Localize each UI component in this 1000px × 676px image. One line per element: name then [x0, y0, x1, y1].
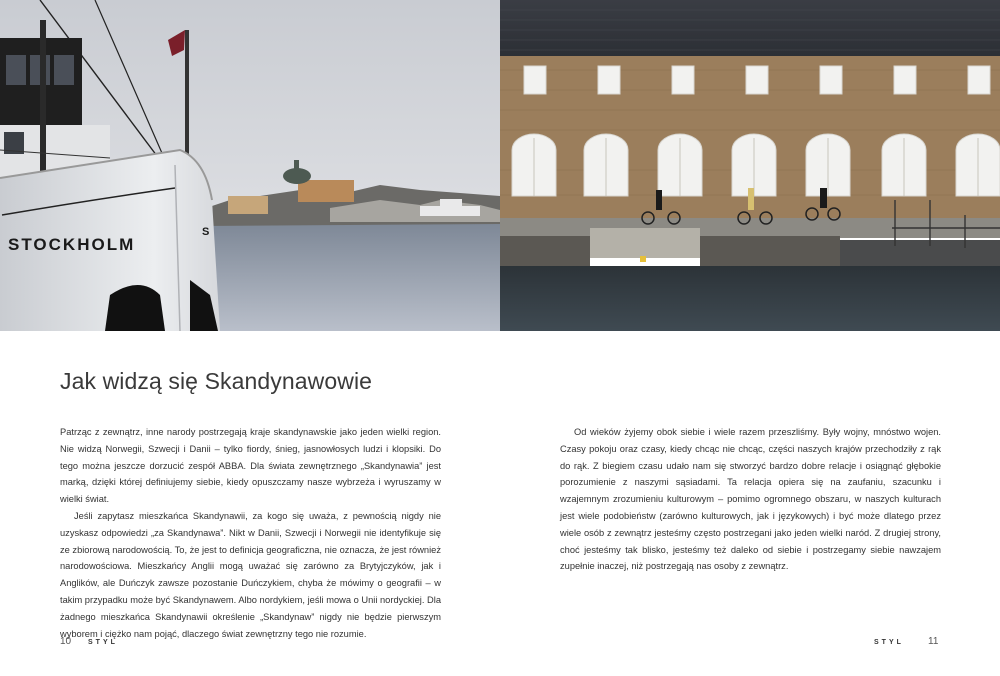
- ship-harbour-illustration: [0, 0, 500, 331]
- right-text-column: [560, 424, 941, 575]
- right-paragraph-1: Od wieków żyjemy obok siebie i wiele razem przeszliśmy. Były wojny, mnóstwo wojen. Czasy pokoju oraz czasy, kiedy chcąc nie chcąc, części naszych krajów przechodziły z rąk do rąk. Z biegiem czasu udało nam się stworzyć bardzo dobre relacje i osiągnąć głębokie porozumienie z naszymi sąsiadami. Ta relacja opiera się na zaufaniu, szacunku i wzajemnym zrozumieniu kulturowym – pomimo ogromnego obszaru, w naszych kulturach jest wiele podobieństw (zarówno kulturowych, jak i językowych) i być może dlatego przez wiele osób z zewnątrz jesteśmy często postrzegani jako jeden wielki naród. Z drugiej strony, choć jesteśmy tak blisko, jesteśmy też daleko od siebie i postrzegamy siebie nawzajem zupełnie inaczej, niż postrzegają nas osoby z zewnątrz.: [560, 427, 941, 572]
- right-page-number: 11: [928, 636, 939, 647]
- photo-brick-building-canal: [500, 0, 1000, 331]
- right-running-footer: STYL: [874, 639, 904, 646]
- building-canal-illustration: [500, 0, 1000, 331]
- left-text-column: [60, 424, 441, 642]
- left-paragraph-1: Patrząc z zewnątrz, inne narody postrzegają kraje skandynawskie jako jeden wielki region. Nie widzą Norwegii, Szwecji i Danii – tylko fiordy, śnieg, jasnowłosych ludzi i klopsiki. Do tego można jeszcze dorzucić zespół ABBA. Dla świata zewnętrznego „Skandynawia” jest marką, dzięki której definiujemy siebie, kiedy opuszczamy nasze wybrzeża i wyruszamy w wielki świat.: [60, 427, 441, 505]
- article-heading: Jak widzą się Skandynawowie: [60, 368, 373, 394]
- left-running-footer: STYL: [88, 639, 118, 646]
- ship-name-text: STOCKHOLM: [8, 235, 136, 254]
- ship-partial-letter: S: [202, 226, 210, 238]
- left-page-number: 10: [60, 636, 72, 647]
- photo-stockholm-ship: [0, 0, 500, 331]
- left-paragraph-2: Jeśli zapytasz mieszkańca Skandynawii, za kogo się uważa, z pewnością nigdy nie uzyskasz odpowiedzi „za Skandynawa”. Nikt w Danii, Szwecji i Norwegii nie identyfikuje się ze zbiorową narodowością. To, że jest to definicja geograficzna, nie oznacza, że jest również narodowościowa. Mieszkańcy Anglii mogą uważać się zarówno za Brytyjczyków, jak i Anglików, ale Duńczyk zawsze pozostanie Duńczykiem, chyba że mówimy o geografii – w takim przypadku może być Skandynawem. Albo nordykiem, jeśli mowa o Unii nordyckiej. Dla żadnego mieszkańca Skandynawii określenie „Skandynaw” nigdy nie będzie pierwszym wyborem i ciężko nam pojąć, dlaczego świat zewnętrzny tego nie rozumie.: [60, 510, 441, 639]
